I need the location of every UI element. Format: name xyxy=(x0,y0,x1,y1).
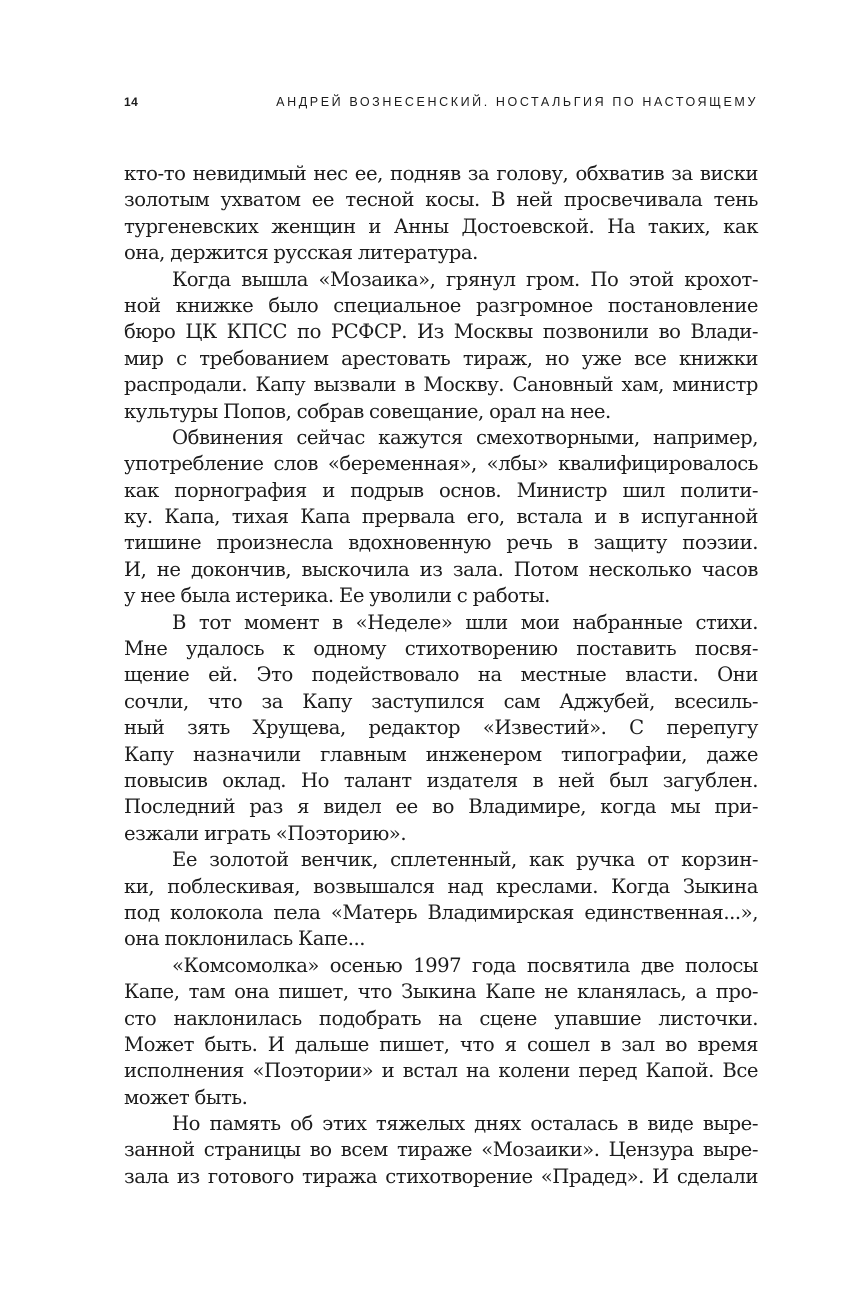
text-line: Капе, там она пишет, что Зыкина Капе не кланялась, а про- xyxy=(124,980,758,1004)
text-line: ку. Капа, тихая Капа прервала его, встала и в испуганной xyxy=(124,505,758,529)
text-line: В тот момент в «Неделе» шли мои набранные стихи. xyxy=(172,610,758,634)
text-line: она, держится русская литература. xyxy=(124,241,478,265)
paragraph xyxy=(124,610,758,848)
paragraph xyxy=(124,847,758,953)
text-line: распродали. Капу вызвали в Москву. Сановный хам, министр xyxy=(124,373,758,397)
paragraph xyxy=(124,1111,758,1190)
text-line: Обвинения сейчас кажутся смехотворными, например, xyxy=(172,425,758,449)
text-line: употребление слов «беременная», «лбы» квалифицировалось xyxy=(124,452,758,476)
text-line: И, не докончив, выскочила из зала. Потом несколько часов xyxy=(124,557,758,581)
text-line: Капу назначили главным инженером типографии, даже xyxy=(124,742,758,766)
text-line: может быть. xyxy=(124,1085,248,1109)
text-line: Ее золотой венчик, сплетенный, как ручка от корзин- xyxy=(172,848,758,872)
text-line: ки, поблескивая, возвышался над креслами. Когда Зыкина xyxy=(124,874,758,898)
text-line: «Комсомолка» осенью 1997 года посвятила две полосы xyxy=(172,953,758,977)
text-line: повысив оклад. Но талант издателя в ней был загублен. xyxy=(124,768,758,792)
text-line: золотым ухватом ее тесной косы. В ней просвечивала тень xyxy=(124,188,758,212)
text-line: езжали играть «Поэторию». xyxy=(124,821,407,845)
text-line: Последний раз я видел ее во Владимире, когда мы при- xyxy=(124,795,758,819)
body-text xyxy=(124,161,758,1190)
paragraph xyxy=(124,161,758,267)
text-line: щение ей. Это подействовало на местные власти. Они xyxy=(124,663,758,687)
text-line: занной страницы во всем тираже «Мозаики». Цензура выре- xyxy=(124,1138,758,1162)
text-line: кто-то невидимый нес ее, подняв за голову, обхватив за виски xyxy=(124,162,758,185)
text-line: Но память об этих тяжелых днях осталась в виде выре- xyxy=(172,1112,758,1136)
text-line: бюро ЦК КПСС по РСФСР. Из Москвы позвонили во Влади- xyxy=(124,320,758,344)
running-head xyxy=(124,95,758,115)
page-number: 14 xyxy=(124,95,139,109)
text-line: мир с требованием арестовать тираж, но уже все книжки xyxy=(124,346,758,370)
text-line: зала из готового тиража стихотворение «Прадед». И сделали xyxy=(124,1164,758,1188)
text-line: Может быть. И дальше пишет, что я сошел в зал во время xyxy=(124,1032,758,1056)
text-line: исполнения «Поэтории» и встал на колени перед Капой. Все xyxy=(124,1059,758,1083)
text-line: ной книжке было специальное разгромное постановление xyxy=(124,293,758,317)
text-line: ный зять Хрущева, редактор «Известий». С перепугу xyxy=(124,716,758,740)
text-line: Мне удалось к одному стихотворению поставить посвя- xyxy=(124,637,758,661)
paragraph xyxy=(124,425,758,610)
text-line: Когда вышла «Мозаика», грянул гром. По этой крохот- xyxy=(172,267,758,291)
text-line: тишине произнесла вдохновенную речь в защиту поэзии. xyxy=(124,531,758,555)
paragraph xyxy=(124,267,758,425)
text-line: сто наклонилась подобрать на сцене упавшие листочки. xyxy=(124,1006,758,1030)
text-line: она поклонилась Капе... xyxy=(124,927,366,951)
running-title: АНДРЕЙ ВОЗНЕСЕНСКИЙ. НОСТАЛЬГИЯ ПО НАСТОЯЩЕМУ xyxy=(276,95,758,109)
paragraph xyxy=(124,953,758,1111)
text-line: тургеневских женщин и Анны Достоевской. На таких, как xyxy=(124,214,758,238)
text-line: сочли, что за Капу заступился сам Аджубей, всесиль- xyxy=(124,689,758,713)
text-line: культуры Попов, собрав совещание, орал на нее. xyxy=(124,399,611,423)
text-line: как порнография и подрыв основ. Министр шил полити- xyxy=(124,478,758,502)
text-line: под колокола пела «Матерь Владимирская единственная...», xyxy=(124,900,758,924)
text-line: у нее была истерика. Ее уволили с работы. xyxy=(124,584,550,608)
